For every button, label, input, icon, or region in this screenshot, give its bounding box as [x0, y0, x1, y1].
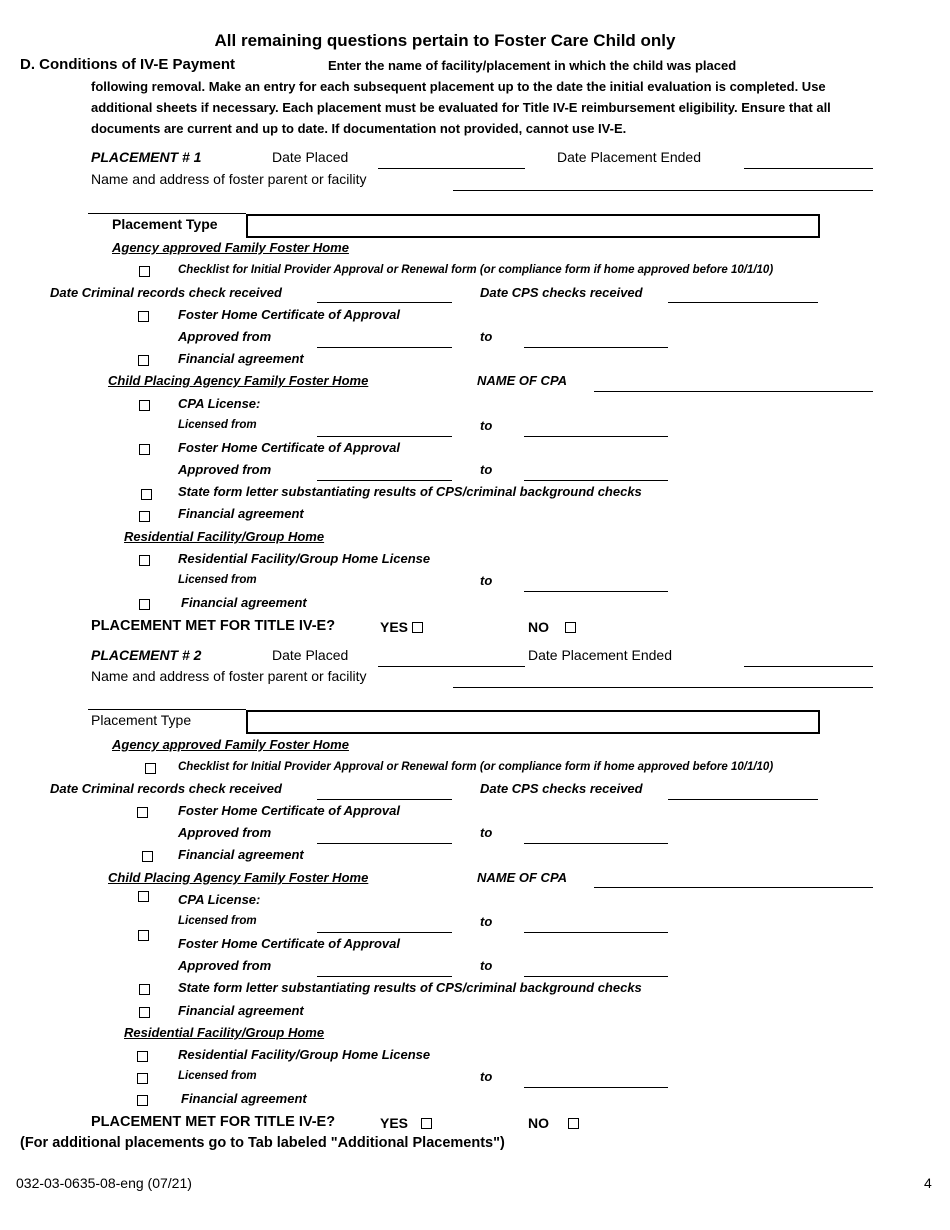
p2-placement-type-field[interactable]	[246, 710, 820, 734]
p1-approved-to2-label: to	[480, 462, 493, 477]
p1-cps-check-label: Date CPS checks received	[480, 285, 643, 300]
p1-cpa-license-label: CPA License:	[178, 396, 261, 411]
p2-licensed-to2-field[interactable]	[524, 1087, 668, 1088]
p1-approved-from-label: Approved from	[178, 329, 272, 344]
placement-1-heading: PLACEMENT # 1	[91, 149, 202, 165]
p2-approved-from-field[interactable]	[317, 843, 452, 844]
p2-financial3-label: Financial agreement	[181, 1091, 307, 1106]
p2-residential-heading: Residential Facility/Group Home	[124, 1025, 325, 1040]
p1-state-form-checkbox[interactable]	[141, 489, 152, 500]
p2-approved-to2-label: to	[480, 958, 493, 973]
p2-foster-cert-label: Foster Home Certificate of Approval	[178, 803, 401, 818]
p2-cpa-home-heading: Child Placing Agency Family Foster Home	[108, 870, 369, 885]
p2-licensed-to2-label: to	[480, 1069, 493, 1084]
p1-approved-to-label: to	[480, 329, 493, 344]
p1-date-placed-label: Date Placed	[272, 149, 349, 165]
p1-financial2-label: Financial agreement	[178, 506, 304, 521]
p2-cps-check-label: Date CPS checks received	[480, 781, 643, 796]
p1-state-form-label: State form letter substantiating results of CPS/criminal background checks	[178, 484, 642, 499]
p2-cpa-license-checkbox[interactable]	[138, 891, 149, 902]
p1-financial3-label: Financial agreement	[181, 595, 307, 610]
p1-name-address-field[interactable]	[453, 190, 873, 191]
p1-licensed-to-label: to	[480, 418, 493, 433]
p2-type-rule	[88, 709, 246, 710]
p2-name-address-field[interactable]	[453, 687, 873, 688]
p2-agency-home-heading: Agency approved Family Foster Home	[112, 737, 349, 752]
p2-date-ended-field[interactable]	[744, 666, 873, 667]
p1-licensed-from2-label: Licensed from	[178, 574, 257, 586]
p1-placement-type-field[interactable]	[246, 214, 820, 238]
p1-date-placed-field[interactable]	[378, 168, 525, 169]
p1-name-cpa-label: NAME OF CPA	[477, 373, 568, 388]
p1-type-rule	[88, 213, 246, 214]
placement-2-heading: PLACEMENT # 2	[91, 647, 202, 663]
p1-met-label: PLACEMENT MET FOR TITLE IV-E?	[91, 618, 336, 634]
p2-approved-to-field[interactable]	[524, 843, 668, 844]
p2-financial2-checkbox[interactable]	[139, 1007, 150, 1018]
p1-approved-to-field[interactable]	[524, 347, 668, 348]
p2-yes-label: YES	[380, 1115, 409, 1131]
p2-approved-to2-field[interactable]	[524, 976, 668, 977]
p1-name-address-label: Name and address of foster parent or facility	[91, 171, 367, 187]
p1-placement-type-label: Placement Type	[112, 216, 218, 232]
p1-financial-label: Financial agreement	[178, 351, 304, 366]
p2-yes-checkbox[interactable]	[421, 1118, 432, 1129]
p1-date-ended-field[interactable]	[744, 168, 873, 169]
p1-no-checkbox[interactable]	[565, 622, 576, 633]
p1-licensed-to2-field[interactable]	[524, 591, 668, 592]
p2-placement-type-label: Placement Type	[91, 712, 192, 728]
p1-approved-from2-label: Approved from	[178, 462, 272, 477]
p1-cps-check-field[interactable]	[668, 302, 818, 303]
p2-state-form-checkbox[interactable]	[139, 984, 150, 995]
p2-name-cpa-label: NAME OF CPA	[477, 870, 568, 885]
p2-approved-from2-field[interactable]	[317, 976, 452, 977]
p1-licensed-from-field[interactable]	[317, 436, 452, 437]
p2-financial-checkbox[interactable]	[142, 851, 153, 862]
form-id: 032-03-0635-08-eng (07/21)	[16, 1175, 192, 1191]
p2-date-placed-field[interactable]	[378, 666, 525, 667]
p2-licensed-from-field[interactable]	[317, 932, 452, 933]
p1-criminal-check-field[interactable]	[317, 302, 452, 303]
p1-residential-heading: Residential Facility/Group Home	[124, 529, 325, 544]
page-number: 4	[924, 1175, 932, 1191]
p1-financial3-checkbox[interactable]	[139, 599, 150, 610]
p2-name-address-label: Name and address of foster parent or facility	[91, 668, 367, 684]
p1-foster-cert2-label: Foster Home Certificate of Approval	[178, 440, 401, 455]
p2-criminal-check-label: Date Criminal records check received	[50, 781, 282, 796]
p2-cpa-license-label: CPA License:	[178, 892, 261, 907]
p2-licensed-to-label: to	[480, 914, 493, 929]
p2-foster-cert2-checkbox[interactable]	[138, 930, 149, 941]
p2-licensed-from2-label: Licensed from	[178, 1070, 257, 1082]
p2-financial2-label: Financial agreement	[178, 1003, 304, 1018]
p2-criminal-check-field[interactable]	[317, 799, 452, 800]
p1-foster-cert-checkbox[interactable]	[138, 311, 149, 322]
p2-foster-cert-checkbox[interactable]	[137, 807, 148, 818]
p2-licensed-to-field[interactable]	[524, 932, 668, 933]
p1-agency-home-heading: Agency approved Family Foster Home	[112, 240, 349, 255]
p1-financial-checkbox[interactable]	[138, 355, 149, 366]
p1-cpa-home-heading: Child Placing Agency Family Foster Home	[108, 373, 369, 388]
p2-state-form-label: State form letter substantiating results of CPS/criminal background checks	[178, 980, 642, 995]
p2-financial-label: Financial agreement	[178, 847, 304, 862]
p2-date-placed-label: Date Placed	[272, 647, 349, 663]
p2-res-license-checkbox[interactable]	[137, 1051, 148, 1062]
intro-paragraph: following removal. Make an entry for each subsequent placement up to the date the initial evaluation is completed. Use additional sheets if necessary. Each placement must be evaluated for Title IV-E reimbursement eligibility. Ensure that all documents are current and up to date. If documentation not provided, cannot use IV-E.	[91, 79, 831, 136]
p1-foster-cert2-checkbox[interactable]	[139, 444, 150, 455]
p2-no-checkbox[interactable]	[568, 1118, 579, 1129]
p1-approved-to2-field[interactable]	[524, 480, 668, 481]
p1-no-label: NO	[528, 619, 549, 635]
p2-name-cpa-field[interactable]	[594, 887, 873, 888]
p1-checklist-checkbox[interactable]	[139, 266, 150, 277]
p1-yes-label: YES	[380, 619, 409, 635]
section-label: D. Conditions of IV-E Payment	[20, 56, 236, 73]
p2-cps-check-field[interactable]	[668, 799, 818, 800]
p1-approved-from-field[interactable]	[317, 347, 452, 348]
intro-first-line: Enter the name of facility/placement in which the child was placed	[328, 58, 737, 73]
p1-licensed-to-field[interactable]	[524, 436, 668, 437]
p1-yes-checkbox[interactable]	[412, 622, 423, 633]
p2-checklist-checkbox[interactable]	[145, 763, 156, 774]
p2-no-label: NO	[528, 1115, 549, 1131]
p2-approved-to-label: to	[480, 825, 493, 840]
page-title: All remaining questions pertain to Foster Care Child only	[214, 31, 676, 50]
p2-res-license-label: Residential Facility/Group Home License	[178, 1047, 431, 1062]
p1-foster-cert-label: Foster Home Certificate of Approval	[178, 307, 401, 322]
p1-criminal-check-label: Date Criminal records check received	[50, 285, 282, 300]
p1-name-cpa-field[interactable]	[594, 391, 873, 392]
additional-placements-note: (For additional placements go to Tab labeled "Additional Placements")	[20, 1135, 505, 1151]
p1-cpa-license-checkbox[interactable]	[139, 400, 150, 411]
p1-res-license-checkbox[interactable]	[139, 555, 150, 566]
p2-approved-from-label: Approved from	[178, 825, 272, 840]
p1-licensed-to2-label: to	[480, 573, 493, 588]
p1-approved-from2-field[interactable]	[317, 480, 452, 481]
p2-date-ended-label: Date Placement Ended	[528, 647, 672, 663]
p1-checklist-label: Checklist for Initial Provider Approval or Renewal form (or compliance form if home approved before 10/1/10)	[178, 264, 774, 276]
p2-checklist-label: Checklist for Initial Provider Approval or Renewal form (or compliance form if home approved before 10/1/10)	[178, 761, 774, 773]
p2-financial3-checkbox[interactable]	[137, 1095, 148, 1106]
p2-approved-from2-label: Approved from	[178, 958, 272, 973]
p1-res-license-label: Residential Facility/Group Home License	[178, 551, 431, 566]
p2-foster-cert2-label: Foster Home Certificate of Approval	[178, 936, 401, 951]
p1-date-ended-label: Date Placement Ended	[557, 149, 701, 165]
p2-met-label: PLACEMENT MET FOR TITLE IV-E?	[91, 1114, 336, 1130]
p2-licensed-from-label: Licensed from	[178, 915, 257, 927]
p2-licensed-from2-checkbox[interactable]	[137, 1073, 148, 1084]
p1-financial2-checkbox[interactable]	[139, 511, 150, 522]
p1-licensed-from-label: Licensed from	[178, 419, 257, 431]
